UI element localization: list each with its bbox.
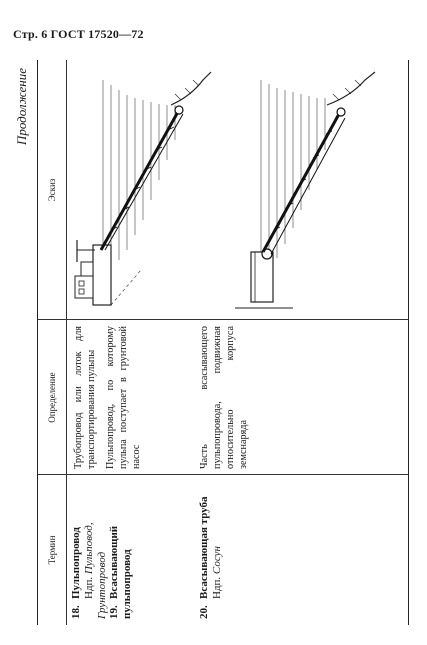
term-19 xyxy=(108,479,134,619)
definition-19: Пульпопровод, по которому пульпа поступает в грунтовой насос xyxy=(105,326,142,469)
synonym-label: Ндп. xyxy=(211,576,223,599)
term-name: Пульпопровод xyxy=(70,527,82,599)
header-definition: Определение xyxy=(47,372,57,423)
term-number: 18. xyxy=(70,605,82,619)
term-number: 20. xyxy=(198,605,210,619)
column-divider xyxy=(38,319,408,320)
term-18 xyxy=(70,479,109,619)
definition-20: Часть всасывающего пульпопровода, подвижная относительно корпуса земснаряда xyxy=(199,326,249,469)
header-sketch: Эскиз xyxy=(47,178,57,202)
term-number: 19. xyxy=(108,605,120,619)
synonym-label: Ндп. xyxy=(83,576,95,599)
term-name: Всасывающий пульпопровод xyxy=(108,525,133,619)
definition-18: Трубопровод или лоток для транспортирования пульпы xyxy=(73,326,97,469)
term-synonyms: Пульповод, Грунтопровод xyxy=(83,522,108,619)
header-term: Термин xyxy=(47,535,57,565)
terms-table xyxy=(37,60,409,625)
rotated-table-frame xyxy=(13,60,408,625)
term-20 xyxy=(198,479,224,619)
continuation-label: Продолжение xyxy=(14,68,29,146)
header-rule xyxy=(66,60,67,625)
dredge-suction-pipeline-sketch xyxy=(71,70,221,310)
column-divider xyxy=(38,474,408,475)
dredge-suction-pipe-sketch xyxy=(233,70,398,310)
term-synonyms: Сосун xyxy=(211,546,223,575)
page-header: Стр. 6 ГОСТ 17520—72 xyxy=(13,27,144,41)
term-name: Всасывающая труба xyxy=(198,496,210,599)
